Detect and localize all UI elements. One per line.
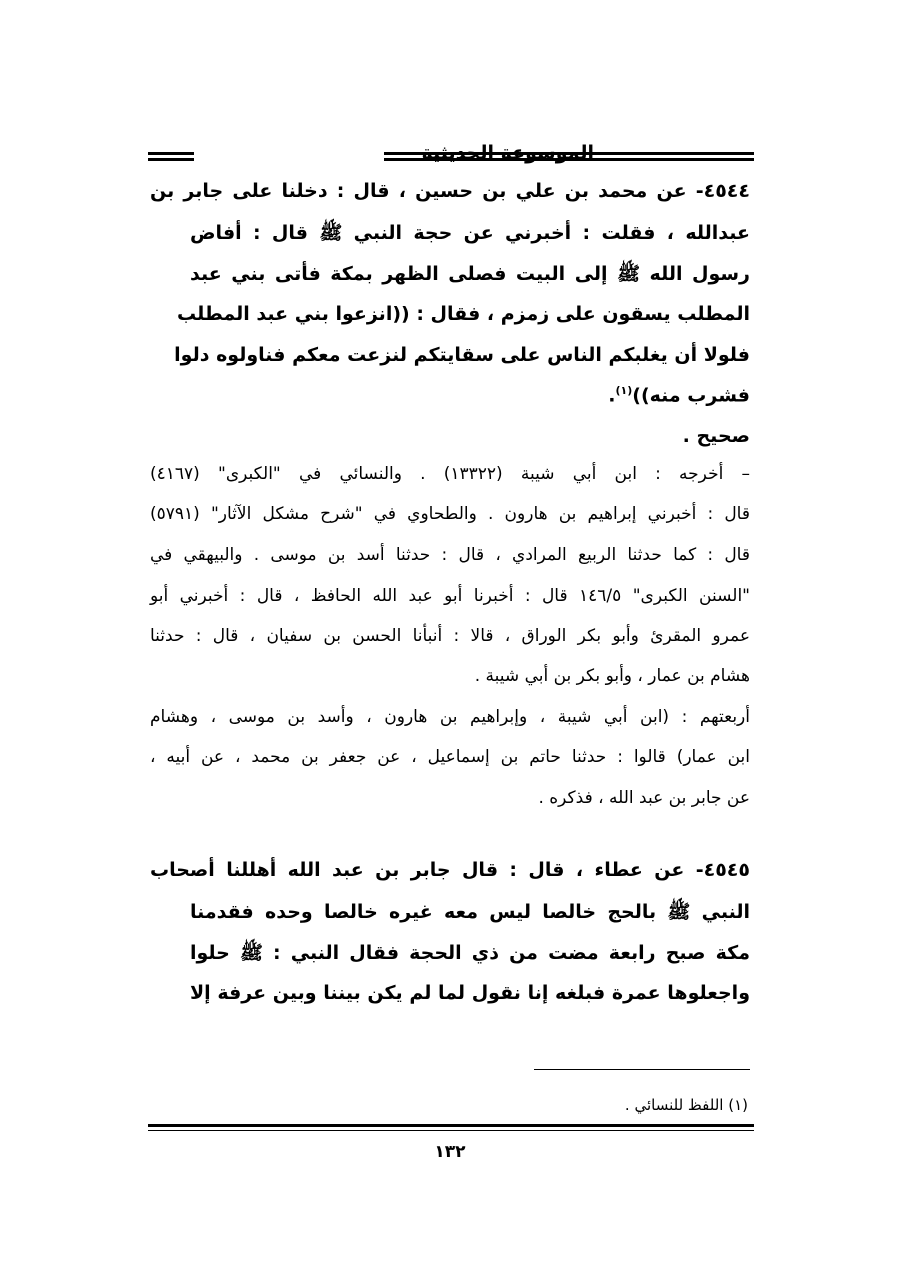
hadith-4545-line-3: مكة صبح رابعة مضت من ذي الحجة فقال النبي : ﷺ حلوا [190,942,750,964]
running-header [148,138,754,172]
hadith-4544-line-5: فلولا أن يغلبكم الناس على سقايتكم لنزعت معكم فناولوه دلوا [174,344,750,366]
hadith-4544-line-1: ٤٥٤٤- عن محمد بن علي بن حسين ، قال : دخلنا على جابر بن [150,180,750,202]
footnote-marker: (١) [615,384,633,397]
hadith-4545-line-4: واجعلوها عمرة فبلغه إنا نقول لما لم يكن بيننا وبين عرفة إلا [190,982,750,1004]
header-rule-left-top [148,152,194,155]
hadith-4544-grade: صحيح . [682,425,750,447]
hadith-4545-line-2: النبي ﷺ بالحج خالصا ليس معه غيره خالصا وحده فقدمنا [190,901,750,923]
takhrij-line-6: هشام بن عمار ، وأبو بكر بن أبي شيبة . [474,666,750,686]
narrators-line-2: ابن عمار) قالوا : حدثنا حاتم بن إسماعيل ، عن جعفر بن محمد ، عن أبيه ، [150,747,750,767]
footnote-rule [534,1069,750,1070]
takhrij-line-5: عمرو المقرئ وأبو بكر الوراق ، قالا : أنبأنا الحسن بن سفيان ، قال : حدثنا [150,626,750,646]
bottom-rule-thin [148,1130,754,1131]
hadith-4544-line-6 [190,384,750,406]
hadith-4545-line-1: ٤٥٤٥- عن عطاء ، قال : قال جابر بن عبد الله أهللنا أصحاب [150,859,750,881]
takhrij-line-1: – أخرجه : ابن أبي شيبة (١٣٣٢٢) . والنسائي في "الكبرى" (٤١٦٧) [150,464,751,484]
hadith-4544-end-punct: . [608,384,616,407]
hadith-4544-line-4: المطلب يسقون على زمزم ، فقال : ((انزعوا بني عبد المطلب [177,303,750,325]
takhrij-line-2: قال : أخبرني إبراهيم بن هارون . والطحاوي في "شرح مشكل الآثار" (٥٧٩١) [150,504,750,524]
page-number: ١٣٢ [434,1142,466,1162]
header-title: الموسوعة الحديثية [421,142,594,164]
narrators-line-1: أربعتهم : (ابن أبي شيبة ، وإبراهيم بن هارون ، وأسد بن موسى ، وهشام [150,707,750,727]
takhrij-line-3: قال : كما حدثنا الربيع المرادي ، قال : حدثنا أسد بن موسى . والبيهقي في [150,545,750,565]
narrators-line-3: عن جابر بن عبد الله ، فذكره . [538,788,750,808]
hadith-4544-line-3: رسول الله ﷺ إلى البيت فصلى الظهر بمكة فأتى بني عبد [190,263,750,285]
header-rule-left-bottom [148,158,194,161]
bottom-rule-thick [148,1124,754,1127]
hadith-4544-line-2: عبدالله ، فقلت : أخبرني عن حجة النبي ﷺ قال : أفاض [190,222,750,244]
takhrij-line-4: "السنن الكبرى" ١٤٦/٥ قال : أخبرنا أبو عبد الله الحافظ ، قال : أخبرني أبو [150,586,750,606]
footnote-1: (١) اللفظ للنسائي . [624,1096,748,1114]
hadith-4544-line-6-text: فشرب منه)) [632,384,750,407]
